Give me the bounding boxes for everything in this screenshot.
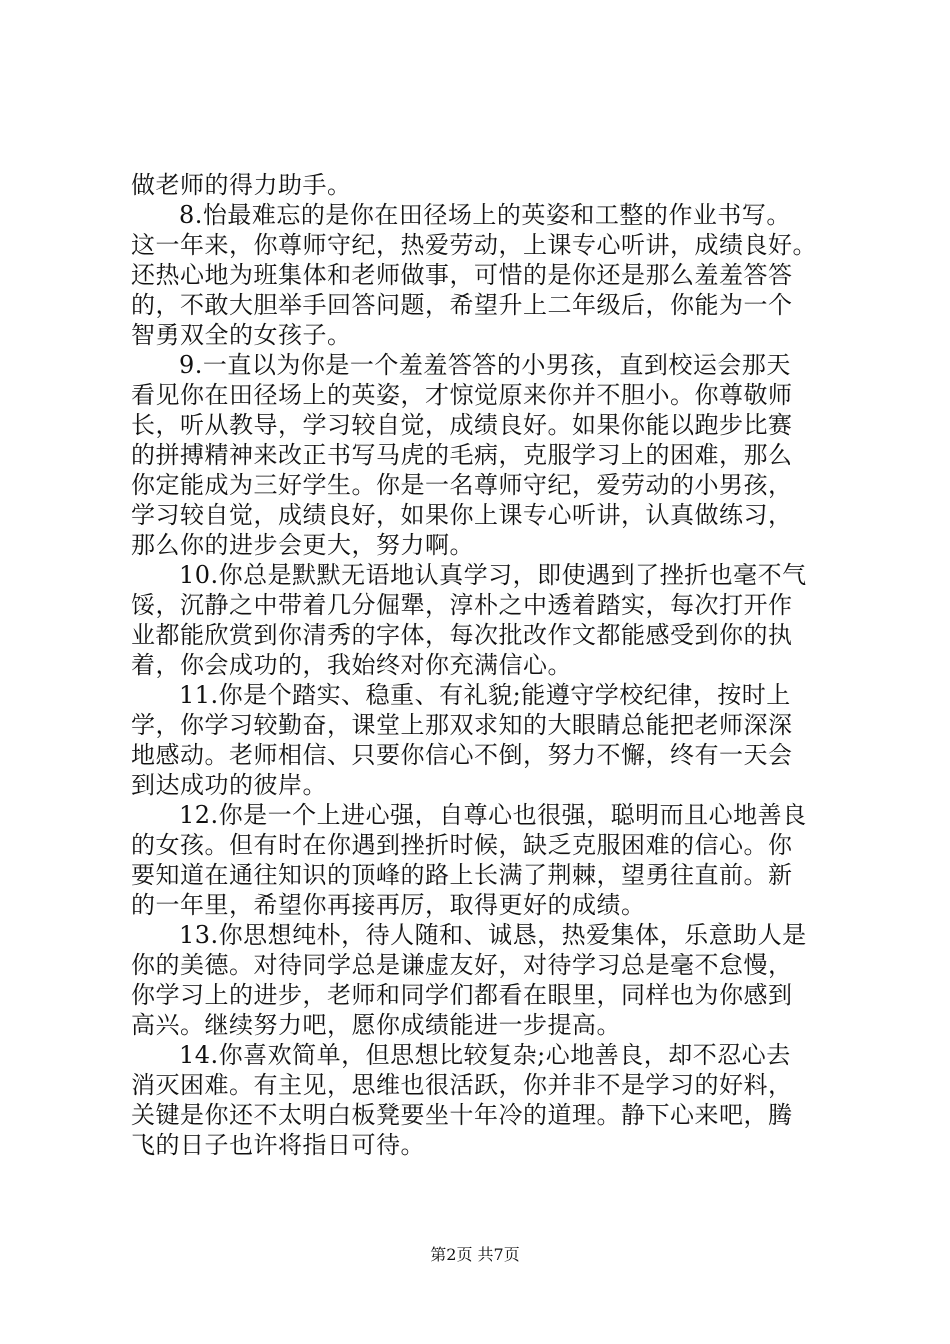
- text-line: 8.怡最难忘的是你在田径场上的英姿和工整的作业书写。: [179, 201, 791, 229]
- text-line: 地感动。老师相信、只要你信心不倒，努力不懈，终有一天会: [131, 741, 793, 769]
- document-body: [131, 170, 831, 1160]
- text-line: 到达成功的彼岸。: [131, 771, 327, 799]
- text-line: 你学习上的进步，老师和同学们都看在眼里，同样也为你感到: [131, 981, 793, 1009]
- paragraph-10: [131, 560, 831, 680]
- paragraph-8: [131, 200, 831, 350]
- paragraph-13: [131, 920, 831, 1040]
- text-line: 学习较自觉，成绩良好，如果你上课专心听讲，认真做练习，: [131, 501, 793, 529]
- paragraph-9: [131, 350, 831, 560]
- text-line: 看见你在田径场上的英姿，才惊觉原来你并不胆小。你尊敬师: [131, 381, 793, 409]
- text-line: 做老师的得力助手。: [131, 171, 352, 199]
- text-line: 业都能欣赏到你清秀的字体，每次批改作文都能感受到你的执: [131, 621, 793, 649]
- text-line: 智勇双全的女孩子。: [131, 321, 352, 349]
- text-line: 馁，沉静之中带着几分倔犟，淳朴之中透着踏实，每次打开作: [131, 591, 793, 619]
- text-line: 11.你是个踏实、稳重、有礼貌;能遵守学校纪律，按时上: [179, 681, 791, 709]
- text-line: 飞的日子也许将指日可待。: [131, 1131, 425, 1159]
- paragraph-12: [131, 800, 831, 920]
- text-line: 9.一直以为你是一个羞羞答答的小男孩，直到校运会那天: [179, 351, 791, 379]
- paragraph-7-end: [131, 170, 831, 200]
- text-line: 学，你学习较勤奋，课堂上那双求知的大眼睛总能把老师深深: [131, 711, 793, 739]
- text-line: 长，听从教导，学习较自觉，成绩良好。如果你能以跑步比赛: [131, 411, 793, 439]
- text-line: 高兴。继续努力吧，愿你成绩能进一步提高。: [131, 1011, 621, 1039]
- text-line: 13.你思想纯朴，待人随和、诚恳，热爱集体，乐意助人是: [179, 921, 807, 949]
- text-line: 你定能成为三好学生。你是一名尊师守纪，爱劳动的小男孩，: [131, 471, 793, 499]
- paragraph-11: [131, 680, 831, 800]
- text-line: 的，不敢大胆举手回答问题，希望升上二年级后，你能为一个: [131, 291, 793, 319]
- text-line: 的拼搏精神来改正书写马虎的毛病，克服学习上的困难，那么: [131, 441, 793, 469]
- page-footer: [0, 1245, 950, 1265]
- paragraph-14: [131, 1040, 831, 1160]
- text-line: 关键是你还不太明白板凳要坐十年冷的道理。静下心来吧，腾: [131, 1101, 793, 1129]
- text-line: 14.你喜欢简单，但思想比较复杂;心地善良，却不忍心去: [179, 1041, 791, 1069]
- text-line: 那么你的进步会更大，努力啊。: [131, 531, 474, 559]
- text-line: 消灭困难。有主见，思维也很活跃，你并非不是学习的好料，: [131, 1071, 793, 1099]
- text-line: 着，你会成功的，我始终对你充满信心。: [131, 651, 572, 679]
- text-line: 10.你总是默默无语地认真学习，即使遇到了挫折也毫不气: [179, 561, 807, 589]
- text-line: 的女孩。但有时在你遇到挫折时候，缺乏克服困难的信心。你: [131, 831, 793, 859]
- text-line: 的一年里，希望你再接再厉，取得更好的成绩。: [131, 891, 646, 919]
- text-line: 你的美德。对待同学总是谦虚友好，对待学习总是毫不怠慢，: [131, 951, 793, 979]
- text-line: 这一年来，你尊师守纪，热爱劳动，上课专心听讲，成绩良好。: [131, 231, 817, 259]
- text-line: 要知道在通往知识的顶峰的路上长满了荆棘，望勇往直前。新: [131, 861, 793, 889]
- page-number: 第2页 共7页: [430, 1245, 520, 1264]
- text-line: 还热心地为班集体和老师做事，可惜的是你还是那么羞羞答答: [131, 261, 793, 289]
- text-line: 12.你是一个上进心强，自尊心也很强，聪明而且心地善良: [179, 801, 807, 829]
